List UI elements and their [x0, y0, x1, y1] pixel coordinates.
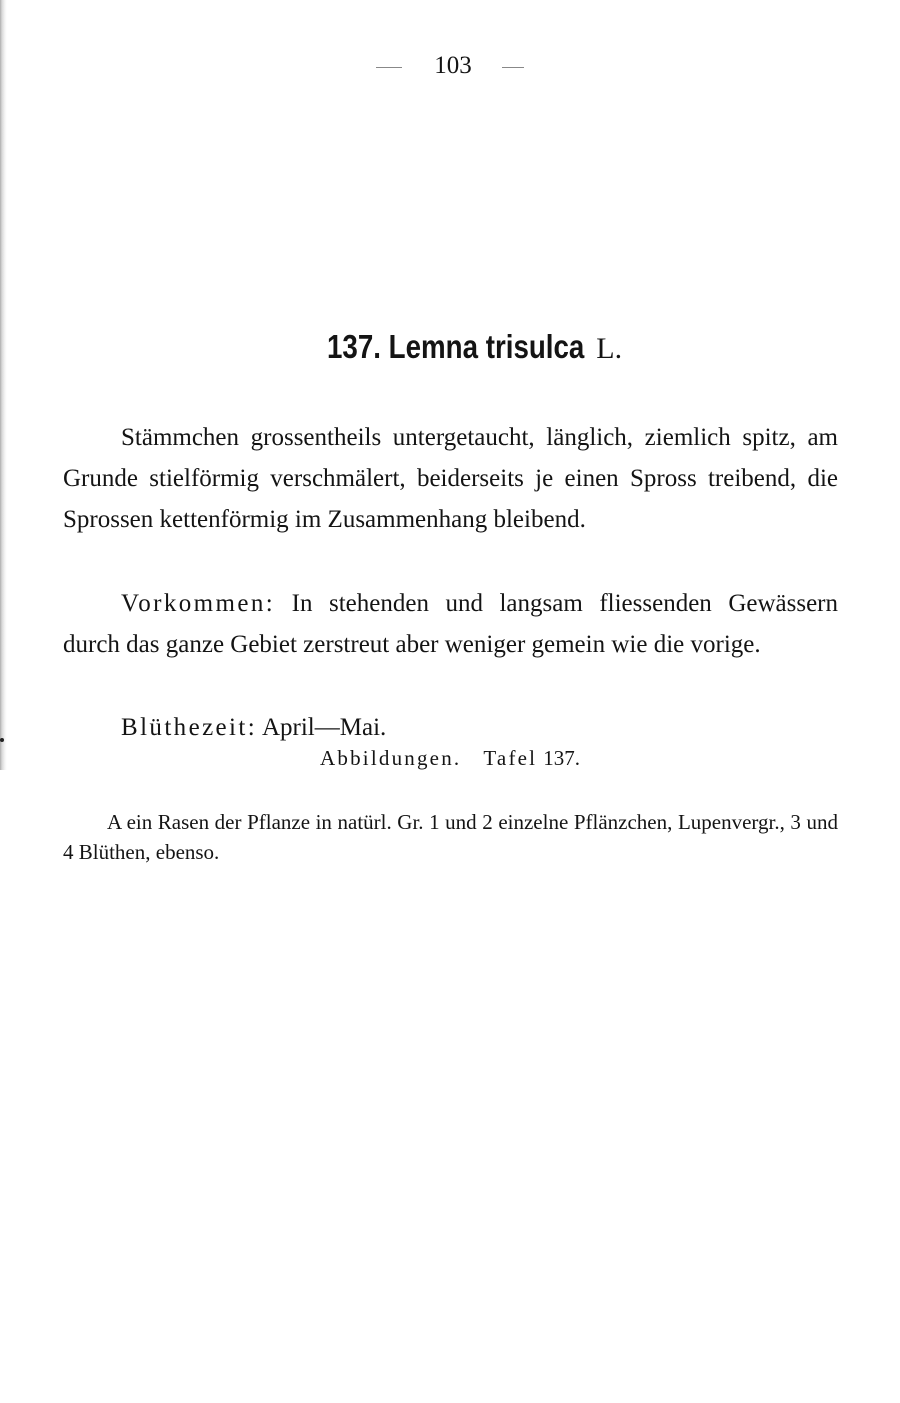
species-author: L.	[596, 332, 623, 365]
figures-caption: A ein Rasen der Pflanze in natürl. Gr. 1 und 2 einzelne Pflänzchen, Lupenvergr., 3 und 4 Blüthen, ebenso.	[63, 810, 838, 864]
page-header	[0, 50, 900, 82]
figures-heading	[0, 743, 900, 773]
species-name: Lemna trisulca	[388, 328, 585, 365]
flowering-paragraph	[63, 707, 838, 748]
flowering-text: April—Mai.	[261, 714, 387, 741]
scan-speck	[0, 738, 4, 742]
page-number: 103	[434, 52, 472, 79]
plate-word: Tafel	[483, 746, 538, 770]
plate-number: 137.	[543, 746, 580, 770]
species-description: Stämmchen grossentheils untergetaucht, länglich, ziemlich spitz, am Grunde stielförmig verschmälert, beiderseits je einen Spross treibend, die Sprossen kettenförmig im Zusammenhang bleibend.	[63, 424, 838, 533]
flowering-label: Blüthezeit:	[121, 714, 258, 741]
species-number-and-name	[327, 325, 584, 369]
scan-edge-shadow	[0, 0, 7, 770]
occurrence-paragraph	[63, 583, 838, 665]
occurrence-label: Vorkommen:	[121, 590, 276, 617]
occurrence-text: In stehenden und langsam fliessenden Gewässern durch das ganze Gebiet zerstreut aber weniger gemein wie die vorige.	[63, 590, 839, 658]
species-heading	[0, 325, 900, 371]
figures-label: Abbildungen.	[320, 746, 462, 770]
species-number: 137.	[326, 328, 381, 365]
header-dash-right	[502, 67, 524, 68]
header-dash-left	[376, 67, 402, 68]
